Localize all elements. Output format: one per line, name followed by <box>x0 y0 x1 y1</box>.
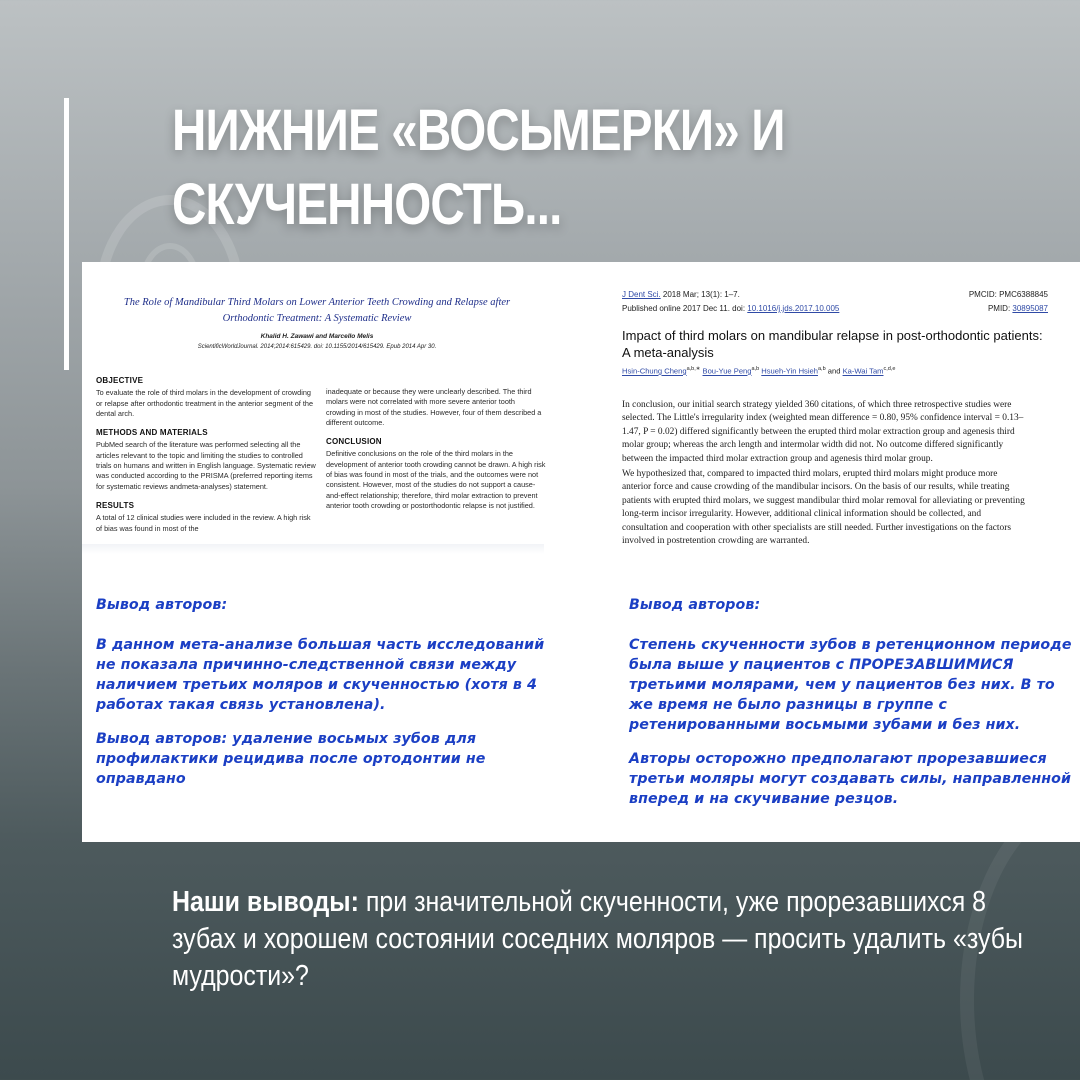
slide-title <box>172 94 910 242</box>
pmcid: PMCID: PMC6388845 <box>968 290 1048 299</box>
our-conclusion-summary <box>172 884 1032 995</box>
author-link[interactable]: Bou-Yue Peng <box>702 366 752 376</box>
results-continued-text: inadequate or because they were unclearly described. The third molars were not correlated with more severe anterior tooth crowding in most of the studies. However, four of them described a different outcome. <box>326 387 542 427</box>
paper-left-column-1 <box>96 376 316 543</box>
paper-right-paragraph-1 <box>622 399 1080 466</box>
methods-heading: METHODS AND MATERIALS <box>96 428 208 438</box>
published-label: Published online 2017 Dec 11. doi: <box>622 304 748 313</box>
conclusion-left-heading: Вывод авторов: <box>96 597 228 613</box>
paper-right-paragraph-2 <box>622 468 1080 548</box>
journal-link[interactable]: J Dent Sci. <box>622 290 661 299</box>
author-affiliation: a,b <box>817 366 826 372</box>
paper-left-abstract <box>82 262 544 562</box>
conclusion-right-paragraph-1: Степень скученности зубов в ретенционном периоде была выше у пациентов с ПРОРЕЗАВШИМИСЯ третьими молярами, чем у пациентов без них. В то же время не было разницы в группе с ретенированными восьмыми зубами и без них. <box>629 637 1072 733</box>
paper-right-authors <box>622 366 1062 376</box>
conclusion-right-paragraph-2: Авторы осторожно предполагают прорезавшиеся третьи моляры могут создавать силы, направленной вперед и на скучивание резцов. <box>629 751 1072 807</box>
conclusion-heading: CONCLUSION <box>326 437 382 447</box>
objective-heading: OBJECTIVE <box>96 376 144 385</box>
text-line: molar group; whereas the arch length and intermolar width did not. No outcome differed significantly <box>622 440 1004 451</box>
conclusion-left-paragraph-2: Вывод авторов: удаление восьмых зубов для профилактики рецидива после ортодонтии не оправдано <box>96 731 486 787</box>
paper-left-title <box>92 295 542 327</box>
text-line: consultation and cooperation with other specialists are still needed. Further investigations on the factors <box>622 522 1011 533</box>
title-line-1: НИЖНИЕ «ВОСЬМЕРКИ» И <box>172 98 785 163</box>
results-text: A total of 12 clinical studies were included in the review. A high risk of bias was found in most of the <box>96 513 311 533</box>
doi-link[interactable]: 10.1016/j.jds.2017.10.005 <box>747 304 840 313</box>
conclusion-right-heading: Вывод авторов: <box>629 597 761 613</box>
accent-vertical-line <box>64 98 69 370</box>
paper-right-abstract <box>622 262 1080 562</box>
paper-left-authors: Khalid H. Zawawi and Marcello Melis <box>260 333 374 340</box>
author-affiliation: c,d,e <box>883 366 896 372</box>
results-heading: RESULTS <box>96 500 135 510</box>
objective-text: To evaluate the role of third molars in the development of crowding or relapse after orthodontic treatment in the anterior segment of the dental arch. <box>96 388 314 418</box>
paper-left-title-line-1: The Role of Mandibular Third Molars on Lower Anterior Teeth Crowding and Relapse after <box>123 297 511 308</box>
author-affiliation: a,b,∗ <box>686 366 701 372</box>
text-line: We hypothesized that, compared to impacted third molars, erupted third molars might produce more <box>622 469 998 479</box>
text-line: patients with erupted third molars, we suggest mandibular third molar removal for alleviating or preventing <box>622 495 1025 506</box>
authors-conclusion-left <box>96 595 556 803</box>
text-line: between the impacted third molar extraction group and agenesis third molar group. <box>622 453 933 464</box>
paper-right-title <box>622 327 1062 361</box>
author-link[interactable]: Ka-Wai Tam <box>842 366 884 376</box>
text-line: anterior force and cause crowding of the mandibular incisors. On the basis of our results, while treating <box>622 482 1010 493</box>
papers-panel <box>82 262 1080 842</box>
text-line: 1.47, P = 0.02) differed significantly between the erupted third molar extraction group and agenesis third <box>622 426 1015 437</box>
paper-left-title-line-2: Orthodontic Treatment: A Systematic Review <box>222 313 412 324</box>
pmid-link[interactable]: 30895087 <box>1012 304 1048 313</box>
summary-lead: Наши выводы: <box>172 886 359 918</box>
paper-right-title-line-1: Impact of third molars on mandibular relapse in post-orthodontic patients: <box>622 328 1043 343</box>
title-line-2: СКУЧЕННОСТЬ... <box>172 172 562 237</box>
author-link[interactable]: Hsin-Chung Cheng <box>622 366 687 376</box>
text-line: selected. The Little's irregularity index (weighted mean difference = 0.80, 95% confidence interval = 0.13– <box>622 413 1024 424</box>
conclusion-left-paragraph-1: В данном мета-анализе большая часть исследований не показала причинно-следственной связи между наличием третьих моляров и скученностью (хотя в 4 работах такая связь установлена). <box>96 637 545 713</box>
text-line: long-term incisor irregularity. However, additional clinical information should be collected, and <box>622 509 982 520</box>
paper-left-citation: ScientificWorldJournal. 2014;2014:615429. doi: 10.1155/2014/615429. Epub 2014 Apr 30. <box>197 344 437 350</box>
conclusion-text: Definitive conclusions on the role of the third molars in the development of anterior tooth crowding cannot be drawn. A high risk of bias was found in most of the trials, and the outcomes were not consistent. However, most of the studies do not support a cause-and-effect relationship; therefore, third molar extraction to prevent anterior tooth crowding or postorthodontic relapse is not justified. <box>326 449 546 510</box>
authors-and: and <box>827 366 841 376</box>
summary-text: при значительной скученности, уже прорезавшихся 8 зубах и хорошем состоянии соседних моляров — просить удалить «зубы мудрости»? <box>172 886 1023 992</box>
text-line: involved in postretention crowding are warranted. <box>622 536 810 547</box>
methods-text: PubMed search of the literature was performed selecting all the articles relevant to the topic and limiting the studies to controlled trials on humans and written in English language. Systematic review was conducted according to the PRISMA (preferred reporting items for systematic reviews andmeta-analyses) statement. <box>96 440 316 491</box>
paper-right-title-line-2: A meta-analysis <box>622 345 714 360</box>
text-line: In conclusion, our initial search strategy yielded 360 citations, of which three retrospective studies were <box>622 400 1012 410</box>
author-affiliation: a,b <box>751 366 760 372</box>
journal-issue: 2018 Mar; 13(1): 1–7. <box>660 290 740 299</box>
author-link[interactable]: Hsueh-Yin Hsieh <box>761 366 818 376</box>
pmid-label: PMID: <box>987 304 1013 313</box>
paper-left-column-2 <box>326 387 546 520</box>
authors-conclusion-right <box>629 595 1079 823</box>
paper-left-bottom-fade <box>82 544 544 554</box>
